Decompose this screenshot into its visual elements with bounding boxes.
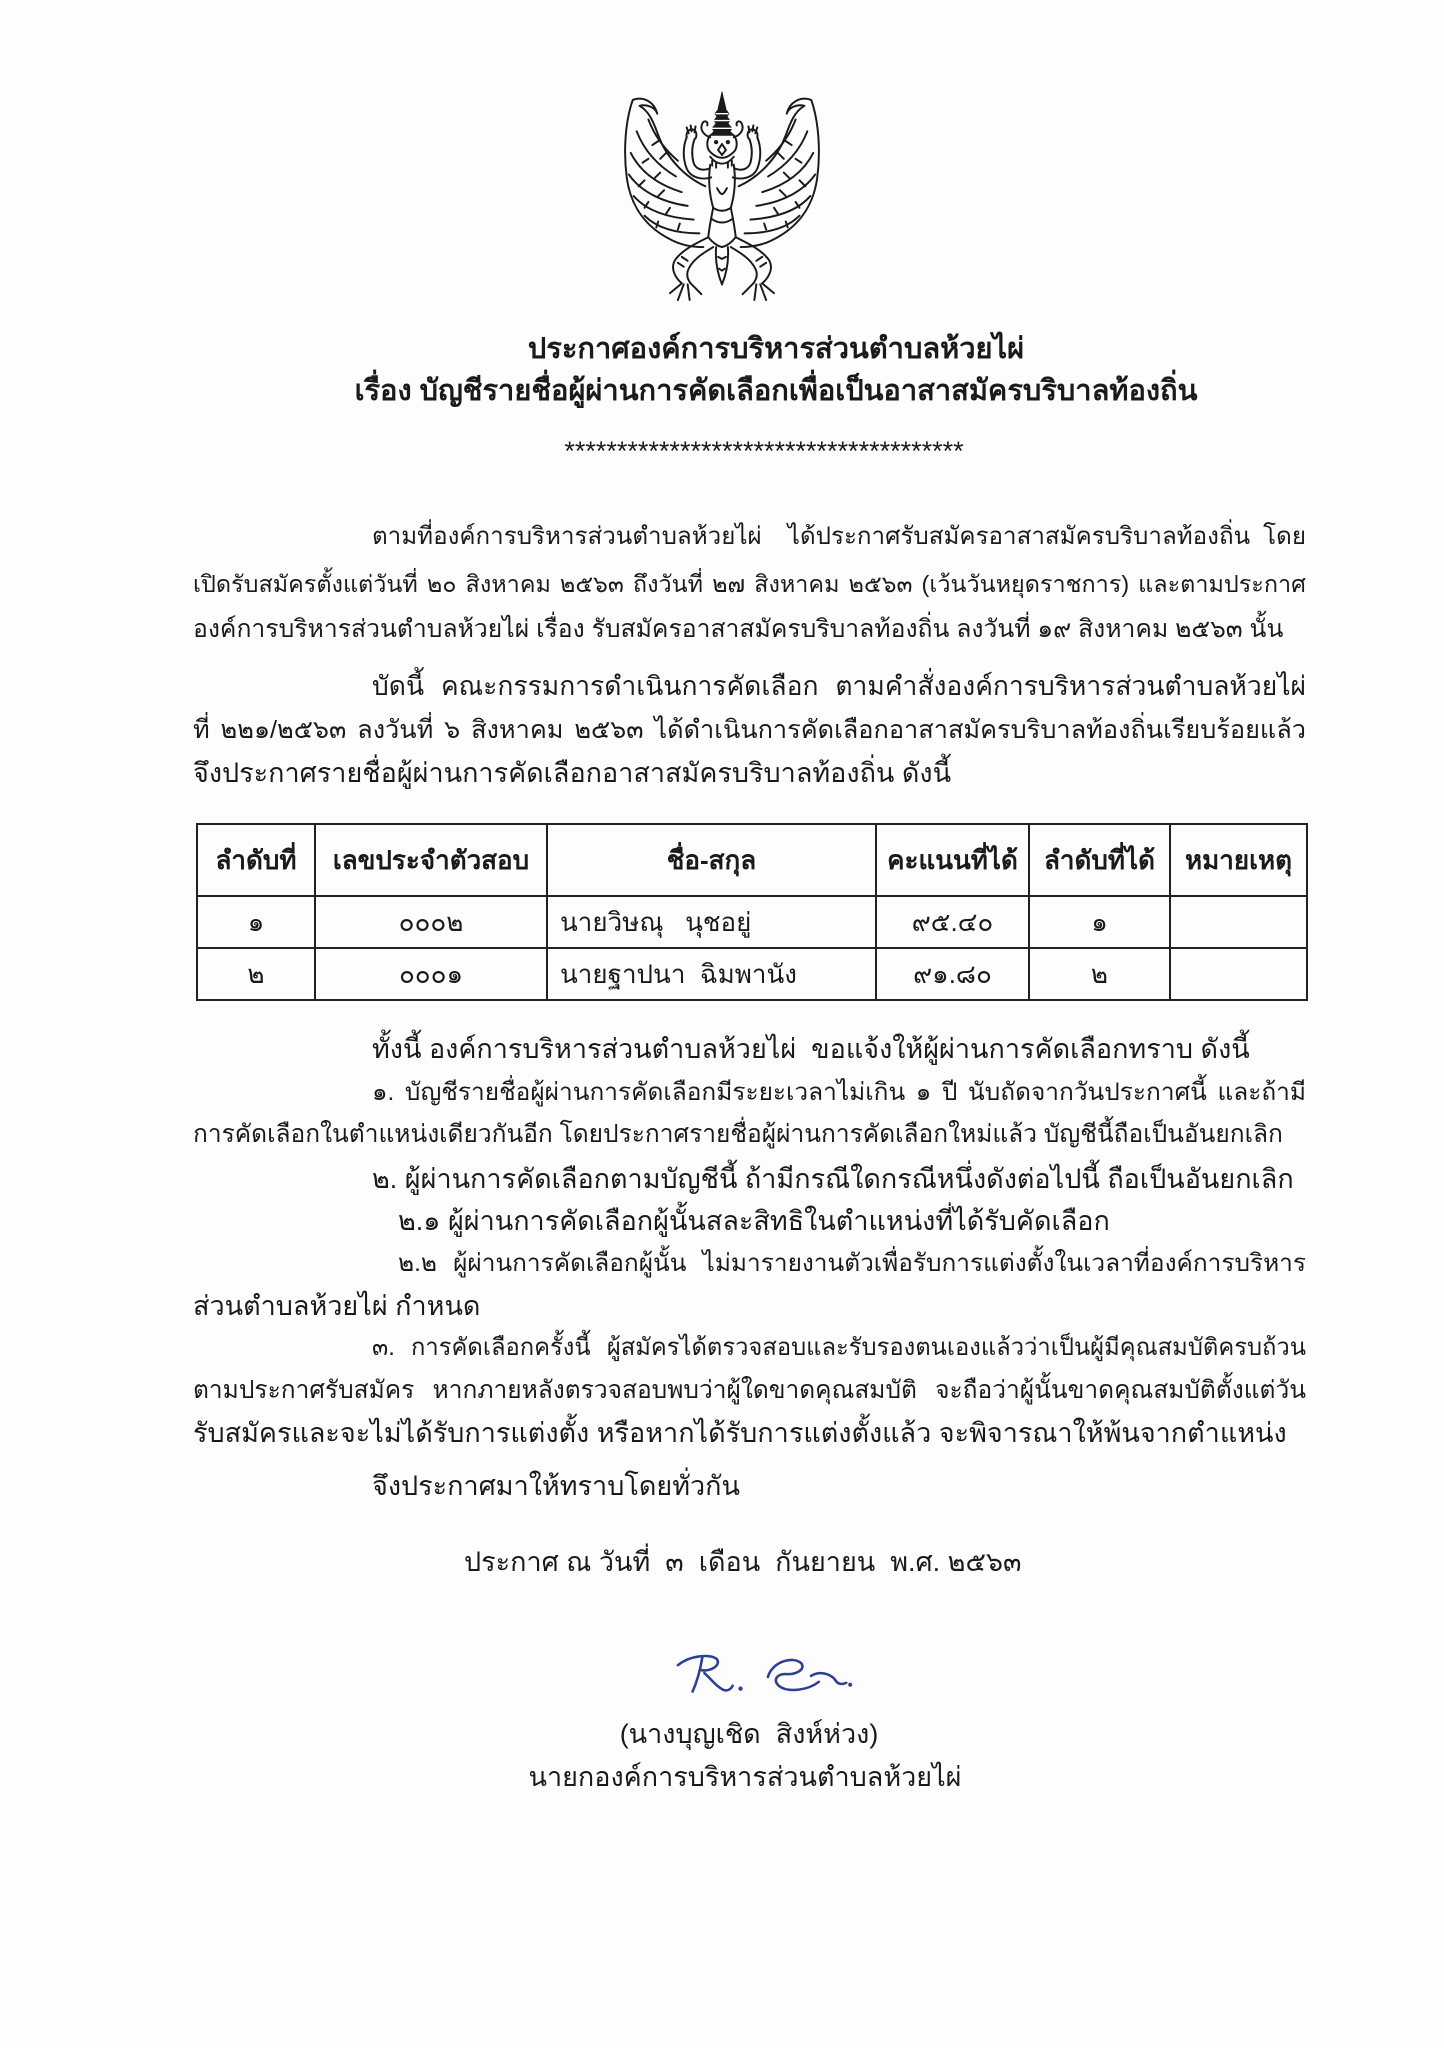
table-header-exam-id: เลขประจำตัวสอบ	[315, 824, 547, 896]
notice-item-1: ๑. บัญชีรายชื่อผู้ผ่านการคัดเลือกมีระยะเวลาไม่เกิน ๑ ปี นับถัดจากวันประกาศนี้ และถ้ามี	[372, 1079, 1306, 1106]
cell-score: ๙๕.๔๐	[876, 896, 1029, 948]
garuda-emblem-icon	[619, 90, 825, 308]
signatory-position: นายกองค์การบริหารส่วนตำบลห้วยไผ่	[528, 1762, 962, 1792]
cell-remark	[1170, 948, 1307, 1000]
cell-rank: ๑	[1029, 896, 1170, 948]
notice-intro: ทั้งนี้ องค์การบริหารส่วนตำบลห้วยไผ่ ขอแจ้งให้ผู้ผ่านการคัดเลือกทราบ ดังนี้	[372, 1034, 1250, 1064]
table-header-remark: หมายเหตุ	[1170, 824, 1307, 896]
notice-item-2: ๒. ผู้ผ่านการคัดเลือกตามบัญชีนี้ ถ้ามีกรณีใดกรณีหนึ่งดังต่อไปนี้ ถือเป็นอันยกเลิก	[372, 1164, 1294, 1194]
paragraph-2-line: ที่ ๒๒๑/๒๕๖๓ ลงวันที่ ๖ สิงหาคม ๒๕๖๓ ได้ดำเนินการคัดเลือกอาสาสมัครบริบาลท้องถิ่นเรียบร้อยแล้ว	[193, 716, 1306, 744]
notice-item-3-cont: ตามประกาศรับสมัคร หากภายหลังตรวจสอบพบว่าผู้ใดขาดคุณสมบัติ จะถือว่าผู้นั้นขาดคุณสมบัติตั้งแต่วัน	[193, 1377, 1306, 1404]
cell-remark	[1170, 896, 1307, 948]
table-row	[197, 896, 1307, 948]
notice-item-2-1: ๒.๑ ผู้ผ่านการคัดเลือกผู้นั้นสละสิทธิในตำแหน่งที่ได้รับคัดเลือก	[398, 1206, 1110, 1236]
signatory-name: (นางบุญเชิด สิงห์ห่วง)	[619, 1719, 879, 1749]
cell-name: นายวิษณุ นุชอยู่	[547, 896, 876, 948]
notice-item-3: ๓. การคัดเลือกครั้งนี้ ผู้สมัครได้ตรวจสอบและรับรองตนเองแล้วว่าเป็นผู้มีคุณสมบัติครบถ้วน	[372, 1334, 1306, 1361]
table-header-row	[197, 824, 1307, 896]
results-table	[196, 823, 1308, 1001]
notice-item-2-2-cont: ส่วนตำบลห้วยไผ่ กำหนด	[193, 1291, 481, 1321]
notice-item-1-cont: การคัดเลือกในตำแหน่งเดียวกันอีก โดยประกาศรายชื่อผู้ผ่านการคัดเลือกใหม่แล้ว บัญชีนี้ถือเป็นอันยกเลิก	[193, 1121, 1283, 1148]
table-header-order: ลำดับที่	[197, 824, 315, 896]
paragraph-1-line: องค์การบริหารส่วนตำบลห้วยไผ่ เรื่อง รับสมัครอาสาสมัครบริบาลท้องถิ่น ลงวันที่ ๑๙ สิงหาคม ๒๕๖๓ นั้น	[193, 616, 1284, 643]
cell-score: ๙๑.๘๐	[876, 948, 1029, 1000]
handwritten-signature	[672, 1645, 858, 1701]
cell-exam-id: ๐๐๐๒	[315, 896, 547, 948]
cell-order: ๒	[197, 948, 315, 1000]
cell-rank: ๒	[1029, 948, 1170, 1000]
announcement-date: ประกาศ ณ วันที่ ๓ เดือน กันยายน พ.ศ. ๒๕๖๓	[464, 1547, 1022, 1577]
paragraph-2-line: จึงประกาศรายชื่อผู้ผ่านการคัดเลือกอาสาสมัครบริบาลท้องถิ่น ดังนี้	[193, 758, 952, 788]
cell-name: นายฐาปนา ฉิมพานัง	[547, 948, 876, 1000]
cell-order: ๑	[197, 896, 315, 948]
notice-item-2-2: ๒.๒ ผู้ผ่านการคัดเลือกผู้นั้น ไม่มารายงานตัวเพื่อรับการแต่งตั้งในเวลาที่องค์การบริหาร	[398, 1250, 1306, 1277]
cell-exam-id: ๐๐๐๑	[315, 948, 547, 1000]
paragraph-1-line: เปิดรับสมัครตั้งแต่วันที่ ๒๐ สิงหาคม ๒๕๖๓ ถึงวันที่ ๒๗ สิงหาคม ๒๕๖๓ (เว้นวันหยุดราชการ) และตามประกาศ	[193, 571, 1306, 597]
closing-line: จึงประกาศมาให้ทราบโดยทั่วกัน	[372, 1471, 740, 1501]
notice-item-3-cont: รับสมัครและจะไม่ได้รับการแต่งตั้ง หรือหากได้รับการแต่งตั้งแล้ว จะพิจารณาให้พ้นจากตำแหน่ง	[193, 1418, 1287, 1448]
table-header-name: ชื่อ-สกุล	[547, 824, 876, 896]
table-row	[197, 948, 1307, 1000]
announcement-title: ประกาศองค์การบริหารส่วนตำบลห้วยไผ่	[527, 333, 1025, 365]
paragraph-2-line: บัดนี้ คณะกรรมการดำเนินการคัดเลือก ตามคำสั่งองค์การบริหารส่วนตำบลห้วยไผ่	[372, 671, 1306, 701]
table-header-rank: ลำดับที่ได้	[1029, 824, 1170, 896]
announcement-subject: เรื่อง บัญชีรายชื่อผู้ผ่านการคัดเลือกเพื่อเป็นอาสาสมัครบริบาลท้องถิ่น	[354, 375, 1198, 407]
asterisk-separator: **************************************	[564, 436, 964, 466]
paragraph-1-line: ตามที่องค์การบริหารส่วนตำบลห้วยไผ่ ได้ประกาศรับสมัครอาสาสมัครบริบาลท้องถิ่น โดย	[372, 523, 1306, 550]
table-header-score: คะแนนที่ได้	[876, 824, 1029, 896]
